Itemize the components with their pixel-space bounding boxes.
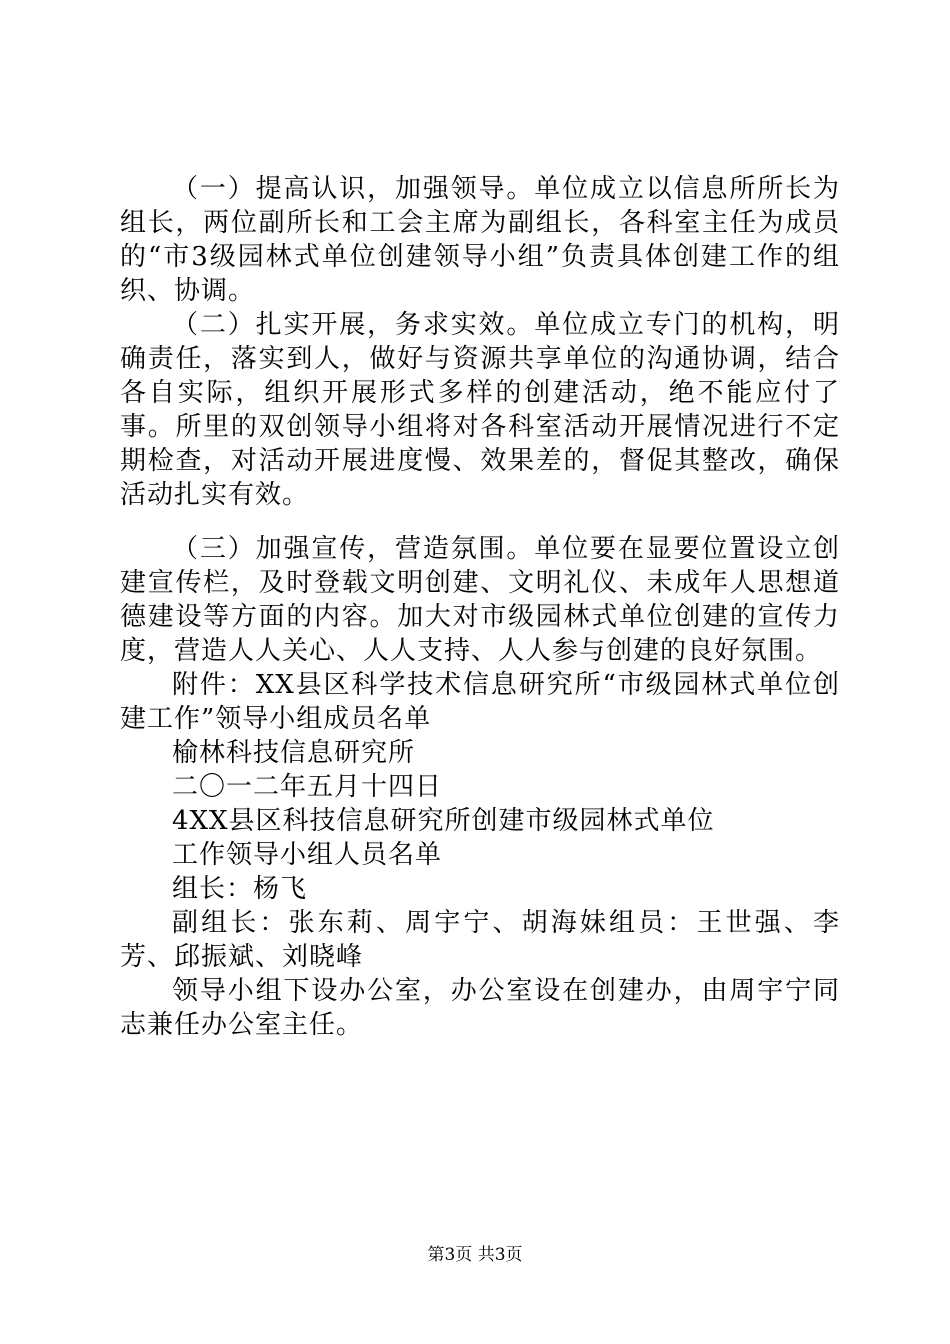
paragraph-2: （二）扎实开展，务求实效。单位成立专门的机构，明确责任，落实到人，做好与资源共享单位的沟通协调，结合各自实际，组织开展形式多样的创建活动，绝不能应付了事。所里的双创领导小组将对各科室活动开展情况进行不定期检查，对活动开展进度慢、效果差的，督促其整改，确保活动扎实有效。 [120,310,840,510]
list-title-line-1: 4XX县区科技信息研究所创建市级园林式单位 [172,806,715,836]
office-note-paragraph: 领导小组下设办公室，办公室设在创建办，由周宇宁同志兼任办公室主任。 [120,976,840,1040]
org-name: 榆林科技信息研究所 [172,738,416,768]
attachment-note: 附件：XX县区科学技术信息研究所“市级园林式单位创建工作”领导小组成员名单 [120,670,840,734]
document-date: 二〇一二年五月十四日 [172,772,443,802]
members-paragraph: 副组长：张东莉、周宇宁、胡海妹组员：王世强、李芳、邱振斌、刘晓峰 [120,908,840,972]
leader-line: 组长：杨飞 [172,874,308,904]
document-body [120,172,840,1042]
paragraph-gap [120,512,840,532]
paragraph-1: （一）提高认识，加强领导。单位成立以信息所所长为组长，两位副所长和工会主席为副组长，各科室主任为成员的“市3级园林式单位创建领导小组”负责具体创建工作的组织、协调。 [120,174,840,306]
paragraph-3: （三）加强宣传，营造氛围。单位要在显要位置设立创建宣传栏，及时登载文明创建、文明礼仪、未成年人思想道德建设等方面的内容。加大对市级园林式单位创建的宣传力度，营造人人关心、人人支持、人人参与创建的良好氛围。 [120,534,840,666]
page-number-footer: 第3页 共3页 [427,1245,523,1265]
list-title-line-2: 工作领导小组人员名单 [172,840,443,870]
